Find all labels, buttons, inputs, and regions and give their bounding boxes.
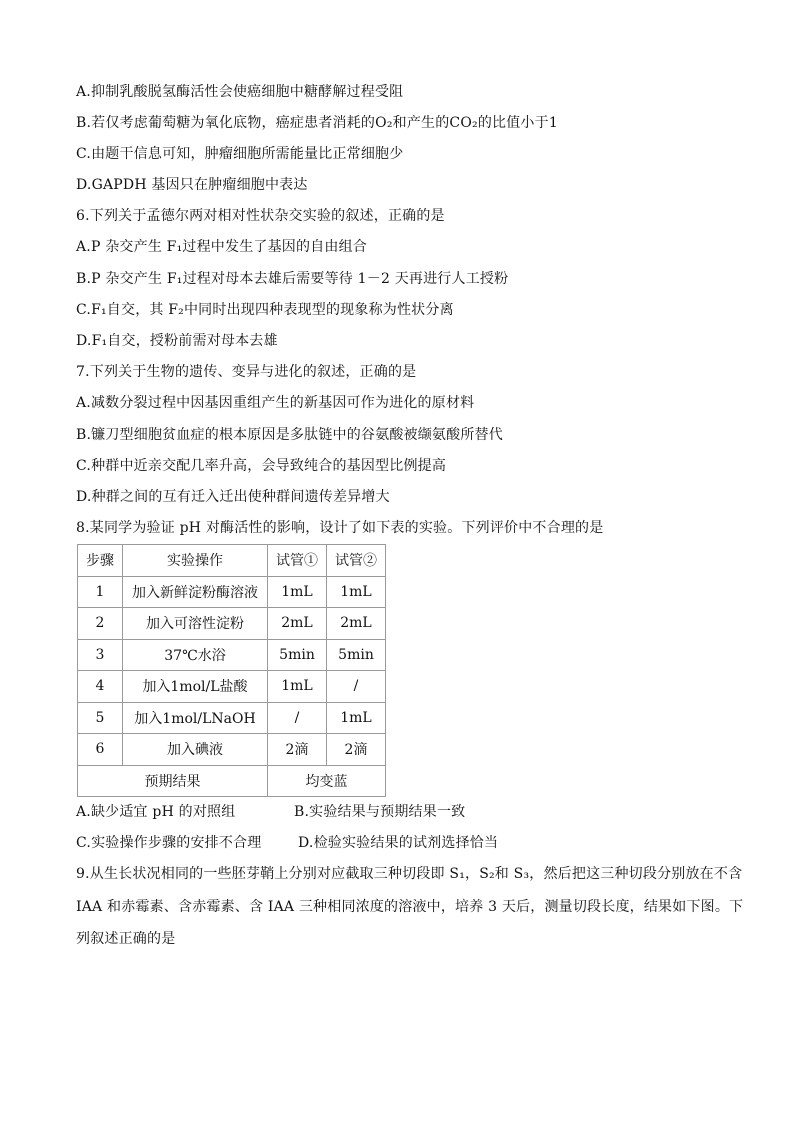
question-6-stem: 6.下列关于孟德尔两对相对性状杂交实验的叙述，正确的是: [76, 208, 445, 224]
table-row: [78, 671, 386, 703]
q7-option-c: C.种群中近亲交配几率升高，会导致纯合的基因型比例提高: [76, 458, 447, 474]
table-header-cell: 试管②: [327, 545, 386, 577]
table-cell: 加入1mol/L盐酸: [123, 671, 268, 703]
experiment-table: [77, 544, 386, 797]
table-row: [78, 576, 386, 608]
q6-option-d: D.F₁自交，授粉前需对母本去雄: [76, 333, 278, 349]
question-9-line-3: 列叙述正确的是: [76, 931, 176, 947]
q7-option-b: B.镰刀型细胞贫血症的根本原因是多肽链中的谷氨酸被缬氨酸所替代: [76, 427, 503, 443]
table-cell: 2滴: [268, 734, 327, 766]
table-cell: 5min: [268, 639, 327, 671]
table-row: [78, 702, 386, 734]
table-cell: 5: [78, 702, 123, 734]
table-cell: 37℃水浴: [123, 639, 268, 671]
table-cell: 2滴: [327, 734, 386, 766]
q7-option-a: A.减数分裂过程中因基因重组产生的新基因可作为进化的原材料: [76, 395, 475, 411]
table-cell: 2: [78, 608, 123, 640]
table-cell: 1: [78, 576, 123, 608]
table-header-cell: 实验操作: [123, 545, 268, 577]
q7-option-d: D.种群之间的互有迁入迁出使种群间遗传差异增大: [76, 489, 390, 505]
table-cell: 1mL: [327, 702, 386, 734]
q8-option-b: B.实验结果与预期结果一致: [294, 804, 466, 820]
question-9-line-2: IAA 和赤霉素、含赤霉素、含 IAA 三种相同浓度的溶液中，培养 3 天后，测量切段长度，结果如下图。下: [76, 899, 744, 915]
q8-options-row-2: [76, 833, 499, 853]
table-footer-row: [78, 765, 386, 797]
table-header-cell: 步骤: [78, 545, 123, 577]
q6-option-a: A.P 杂交产生 F₁过程中发生了基因的自由组合: [76, 239, 368, 255]
expected-result-label: 预期结果: [78, 765, 268, 797]
table-row: [78, 639, 386, 671]
table-row: [78, 608, 386, 640]
table-cell: 加入可溶性淀粉: [123, 608, 268, 640]
q5-option-b: B.若仅考虑葡萄糖为氧化底物，癌症患者消耗的O₂和产生的CO₂的比值小于1: [76, 115, 558, 131]
q5-option-c: C.由题干信息可知，肿瘤细胞所需能量比正常细胞少: [76, 146, 404, 162]
question-8-stem: 8.某同学为验证 pH 对酶活性的影响，设计了如下表的实验。下列评价中不合理的是: [76, 520, 604, 536]
table-cell: 4: [78, 671, 123, 703]
table-cell: 加入新鲜淀粉酶溶液: [123, 576, 268, 608]
table-cell: 2mL: [268, 608, 327, 640]
q6-option-b: B.P 杂交产生 F₁过程对母本去雄后需要等待 1－2 天再进行人工授粉: [76, 271, 509, 287]
table-row: [78, 734, 386, 766]
q5-option-a: A.抑制乳酸脱氢酶活性会使癌细胞中糖酵解过程受阻: [76, 84, 404, 100]
table-cell: 1mL: [327, 576, 386, 608]
table-cell: /: [268, 702, 327, 734]
q6-option-c: C.F₁自交，其 F₂中同时出现四种表现型的现象称为性状分离: [76, 302, 454, 318]
q8-option-d: D.检验实验结果的试剂选择恰当: [298, 835, 499, 851]
q8-option-a: A.缺少适宜 pH 的对照组: [76, 804, 236, 820]
table-cell: 5min: [327, 639, 386, 671]
table-header-cell: 试管①: [268, 545, 327, 577]
q8-option-c: C.实验操作步骤的安排不合理: [76, 835, 262, 851]
table-cell: 加入1mol/LNaOH: [123, 702, 268, 734]
table-cell: 1mL: [268, 576, 327, 608]
question-7-stem: 7.下列关于生物的遗传、变异与进化的叙述，正确的是: [76, 364, 417, 380]
table-cell: 加入碘液: [123, 734, 268, 766]
expected-result-value: 均变蓝: [268, 765, 386, 797]
q8-options-row-1: [76, 802, 466, 822]
q5-option-d: D.GAPDH 基因只在肿瘤细胞中表达: [76, 177, 308, 193]
table-cell: 6: [78, 734, 123, 766]
table-cell: 1mL: [268, 671, 327, 703]
table-header-row: [78, 545, 386, 577]
table-cell: 3: [78, 639, 123, 671]
table-cell: /: [327, 671, 386, 703]
question-9-line-1: 9.从生长状况相同的一些胚芽鞘上分别对应截取三种切段即 S₁，S₂和 S₃，然后把这三种切段分别放在不含: [76, 866, 743, 882]
table-cell: 2mL: [327, 608, 386, 640]
